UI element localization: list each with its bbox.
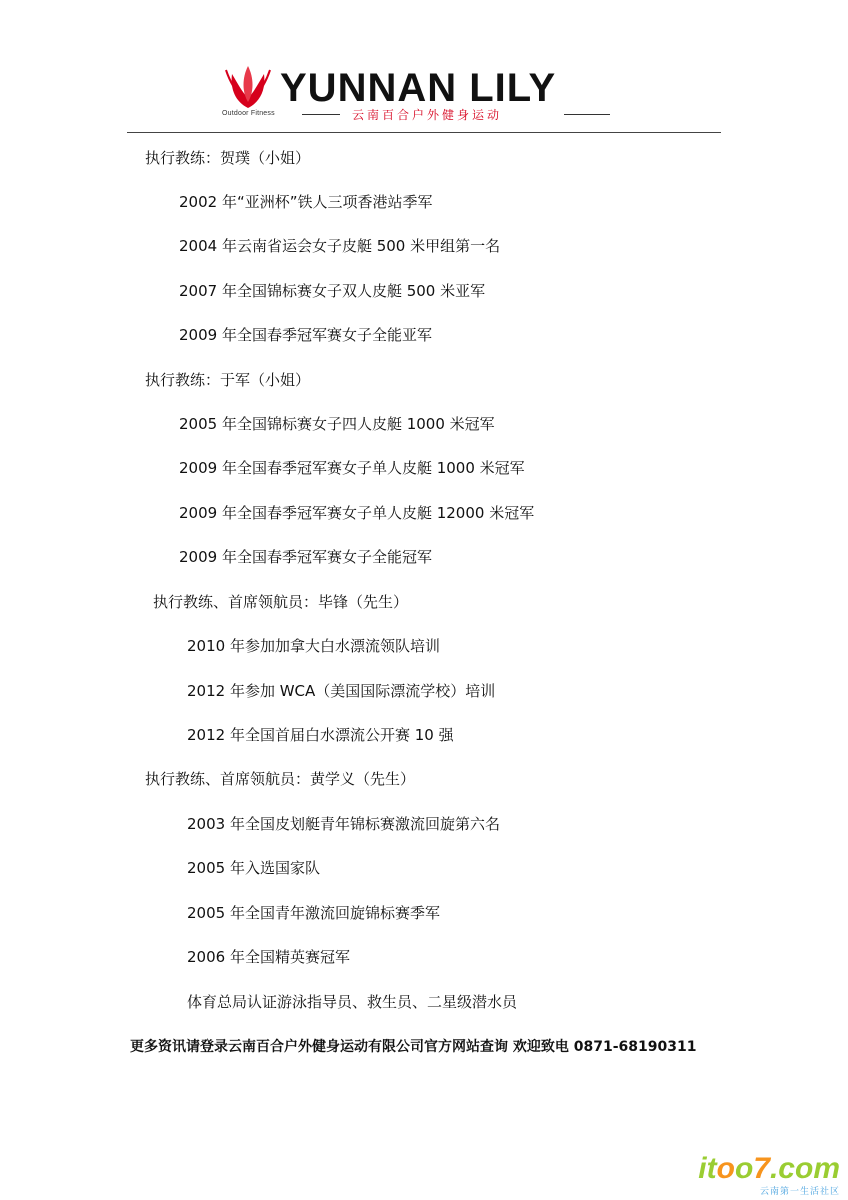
achievement-item: 2012 年参加 WCA（美国国际漂流学校）培训 — [187, 682, 496, 700]
achievement-item: 2005 年全国青年激流回旋锦标赛季军 — [187, 904, 440, 922]
watermark-slogan: 云南第一生活社区 — [759, 1187, 840, 1197]
coach-heading: 执行教练、首席领航员：毕锋（先生） — [153, 593, 409, 611]
achievement-item: 2005 年入选国家队 — [187, 859, 320, 877]
logo-subtitle: Outdoor Fitness — [222, 110, 275, 117]
achievement-item: 2009 年全国春季冠军赛女子单人皮艇 12000 米冠军 — [179, 504, 535, 522]
achievement-item: 2009 年全国春季冠军赛女子全能冠军 — [179, 548, 432, 566]
achievement-item: 体育总局认证游泳指导员、救生员、二星级潜水员 — [187, 993, 518, 1011]
contact-footer: 更多资讯请登录云南百合户外健身运动有限公司官方网站查询 欢迎致电 0871-68190311 — [130, 1039, 697, 1055]
coach-heading: 执行教练：于军（小姐） — [145, 371, 311, 389]
achievement-item: 2010 年参加加拿大白水漂流领队培训 — [187, 637, 440, 655]
achievement-item: 2006 年全国精英赛冠军 — [187, 948, 350, 966]
brand-name: YUNNAN LILY — [280, 66, 557, 110]
watermark-logo: itoo7.com — [698, 1152, 840, 1185]
achievement-item: 2009 年全国春季冠军赛女子单人皮艇 1000 米冠军 — [179, 459, 525, 477]
achievement-item: 2003 年全国皮划艇青年锦标赛激流回旋第六名 — [187, 815, 500, 833]
achievement-item: 2005 年全国锦标赛女子四人皮艇 1000 米冠军 — [179, 415, 495, 433]
achievement-item: 2004 年云南省运会女子皮艇 500 米甲组第一名 — [179, 237, 501, 255]
coach-heading: 执行教练、首席领航员：黄学义（先生） — [145, 770, 416, 788]
coach-heading: 执行教练：贺璞（小姐） — [145, 149, 311, 167]
achievement-item: 2007 年全国锦标赛女子双人皮艇 500 米亚军 — [179, 282, 486, 300]
site-watermark — [698, 1152, 844, 1197]
achievement-item: 2012 年全国首届白水漂流公开赛 10 强 — [187, 726, 454, 744]
achievement-item: 2009 年全国春季冠军赛女子全能亚军 — [179, 326, 432, 344]
tagline: 云南百合户外健身运动 — [352, 108, 503, 122]
achievement-item: 2002 年“亚洲杯”铁人三项香港站季军 — [179, 193, 433, 211]
